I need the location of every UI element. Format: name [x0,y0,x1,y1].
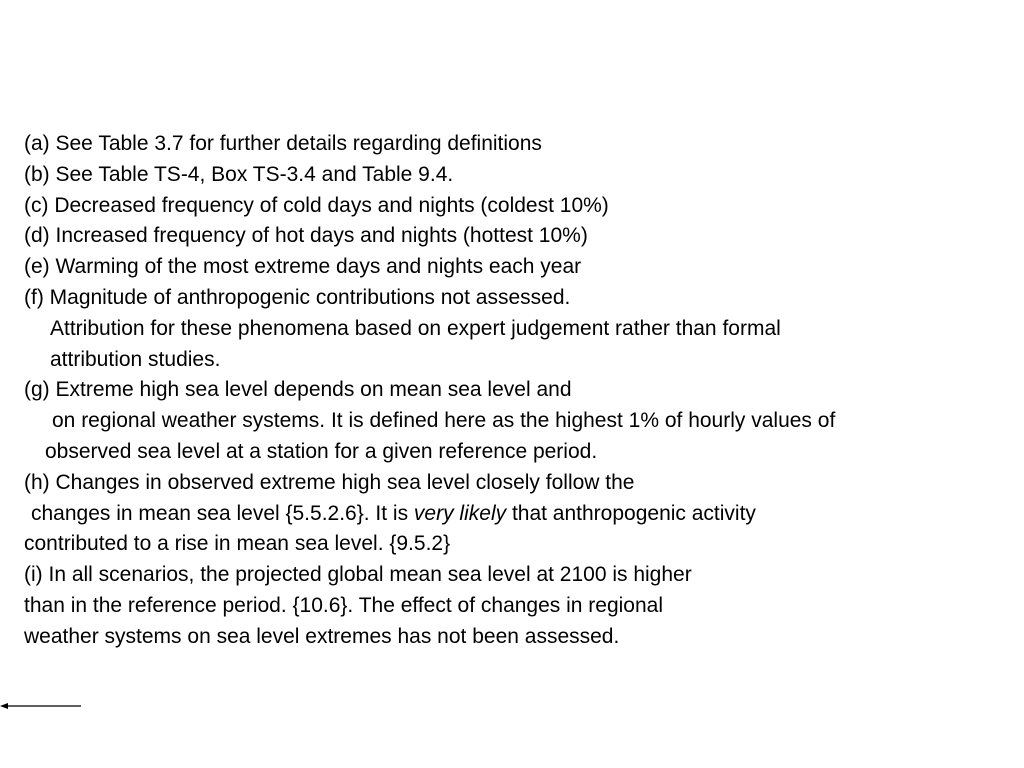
footnote-h-text-part-2: that anthropogenic activity [506,501,756,525]
footnote-i-continuation-1: than in the reference period. {10.6}. The effect of changes in regional [24,593,664,617]
footnote-c: (c) Decreased frequency of cold days and nights (coldest 10%) [24,193,609,217]
footnote-i-continuation-2: weather systems on sea level extremes has not been assessed. [24,624,620,648]
footnote-g-continuation-2: observed sea level at a station for a given reference period. [45,439,598,463]
footnote-f: (f) Magnitude of anthropogenic contributions not assessed. [24,285,571,309]
footnote-h-continuation-2: contributed to a rise in mean sea level. {9.5.2} [24,532,451,556]
footnote-g: (g) Extreme high sea level depends on mean sea level and [24,378,572,402]
footnote-g-continuation-1: on regional weather systems. It is defined here as the highest 1% of hourly values of [52,409,836,433]
footnote-i: (i) In all scenarios, the projected global mean sea level at 2100 is higher [24,563,692,587]
footnote-h-text-part-1: changes in mean sea level {5.5.2.6}. It is [31,501,414,525]
footnote-a: (a) See Table 3.7 for further details regarding definitions [24,132,542,155]
footnote-b: (b) See Table TS-4, Box TS-3.4 and Table 9.4. [24,162,454,186]
footnote-h-emphasis: very likely [413,501,507,525]
footnote-f-continuation-2: attribution studies. [50,347,221,371]
footnote-e: (e) Warming of the most extreme days and nights each year [24,255,582,279]
left-arrow-icon[interactable] [0,698,84,714]
footnote-d: (d) Increased frequency of hot days and nights (hottest 10%) [24,224,588,248]
footnotes-block [24,129,1014,653]
footnote-h-continuation-1 [24,499,1014,530]
footnote-h: (h) Changes in observed extreme high sea level closely follow the [24,470,635,494]
footnote-f-continuation-1: Attribution for these phenomena based on expert judgement rather than formal [50,316,781,340]
